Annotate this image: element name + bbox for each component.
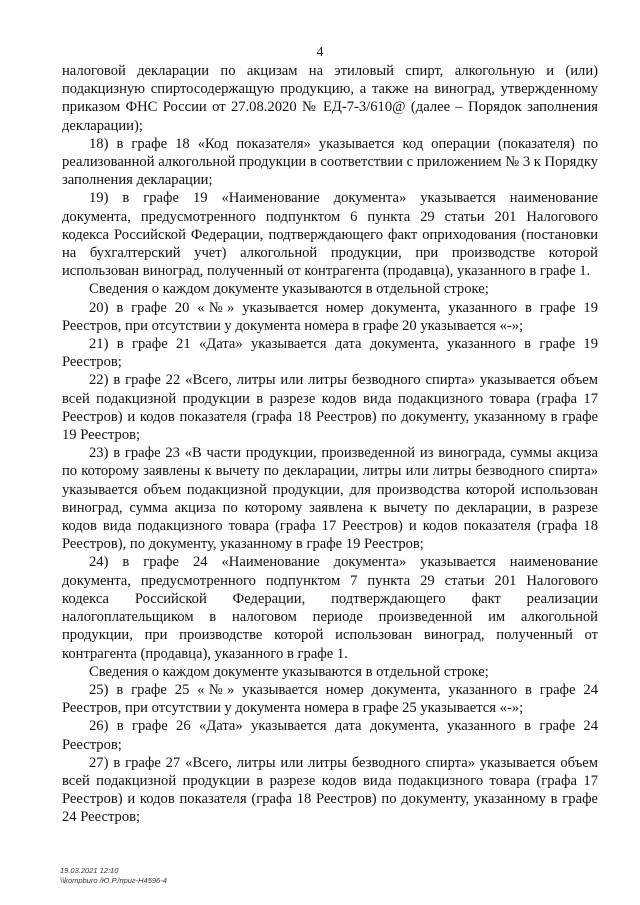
paragraph-item-25: 25) в графе 25 «№» указывается номер документа, указанного в графе 24 Реестров, при отсутствии у документа номера в графе 25 указывается «-»; [62,681,598,717]
paragraph-item-26: 26) в графе 26 «Дата» указывается дата документа, указанного в графе 24 Реестров; [62,718,598,753]
paragraph-note-24: Сведения о каждом документе указываются в отдельной строке; [89,663,489,680]
paragraph-item-27: 27) в графе 27 «Всего, литры или литры безводного спирта» указывается объем всей подакцизной продукции в разрезе кодов вида подакцизного товара (графа 17 Реестров) и кодов показателя (графа 18 Реестров) по документу, указанному в графе 24 Реестров; [62,754,598,826]
paragraph-item-19: 19) в графе 19 «Наименование документа» указывается наименование документа, предусмотренного подпунктом 6 пункта 29 статьи 201 Налогового кодекса Российской Федерации, подтверждающего факт оприходования (постановки на бухгалтерский учет) алкогольной продукции, при производстве которой использован виноград, полученный от контрагента (продавца), указанного в графе 1. [62,190,598,280]
paragraph-item-22: 22) в графе 22 «Всего, литры или литры безводного спирта» указывается объем всей подакцизной продукции в разрезе кодов вида подакцизного товара (графа 17 Реестров) и кодов показателя (графа 18 Реестров) по документу, указанному в графе 19 Реестров; [62,372,598,444]
paragraph-item-23: 23) в графе 23 «В части продукции, произведенной из винограда, суммы акциза по которому заявлены к вычету по декларации, литры или литры безводного спирта» указывается объем подакцизной продукции, для производства которой использован виноград, сумма акциза по которому заявлена к вычету по декларации, в разрезе кодов вида подакцизного товара (графа 17 Реестров) и кодов показателя (графа 18 Реестров), по документу, указанному в графе 19 Реестров; [62,445,598,553]
paragraph-item-20: 20) в графе 20 «№» указывается номер документа, указанного в графе 19 Реестров, при отсутствии у документа номера в графе 20 указывается «-»; [62,299,598,334]
page-number: 4 [316,45,324,60]
paragraph-continuation: налоговой декларации по акцизам на этиловый спирт, алкогольную и (или) подакцизную спиртосодержащую продукцию, а также на виноград, утвержденному приказом ФНС России от 27.08.2020 № ЕД-7-3/610@ (далее – Порядок заполнения декларации); [62,63,598,134]
document-body [62,62,598,827]
footer-file-path: \\kompburo /Ю.Р./приг-Н4596-4 [60,876,167,885]
paragraph-item-21: 21) в графе 21 «Дата» указывается дата документа, указанного в графе 19 Реестров; [62,336,598,371]
footer-stamp [60,866,167,886]
paragraph-item-18: 18) в графе 18 «Код показателя» указывается код операции (показателя) по реализованной алкогольной продукции в соответствии с приложением № 3 к Порядку заполнения декларации; [62,135,598,189]
footer-timestamp: 19.03.2021 12:10 [60,866,119,875]
paragraph-item-24: 24) в графе 24 «Наименование документа» указывается наименование документа, предусмотренного подпунктом 7 пункта 29 статьи 201 Налогового кодекса Российской Федерации, подтверждающего факт реализации налогоплательщиком в налоговом периоде произведенной им алкогольной продукции, при производстве которой использован виноград, полученный от контрагента (продавца), указанного в графе 1. [62,554,598,662]
paragraph-note-19: Сведения о каждом документе указываются в отдельной строке; [89,281,489,298]
